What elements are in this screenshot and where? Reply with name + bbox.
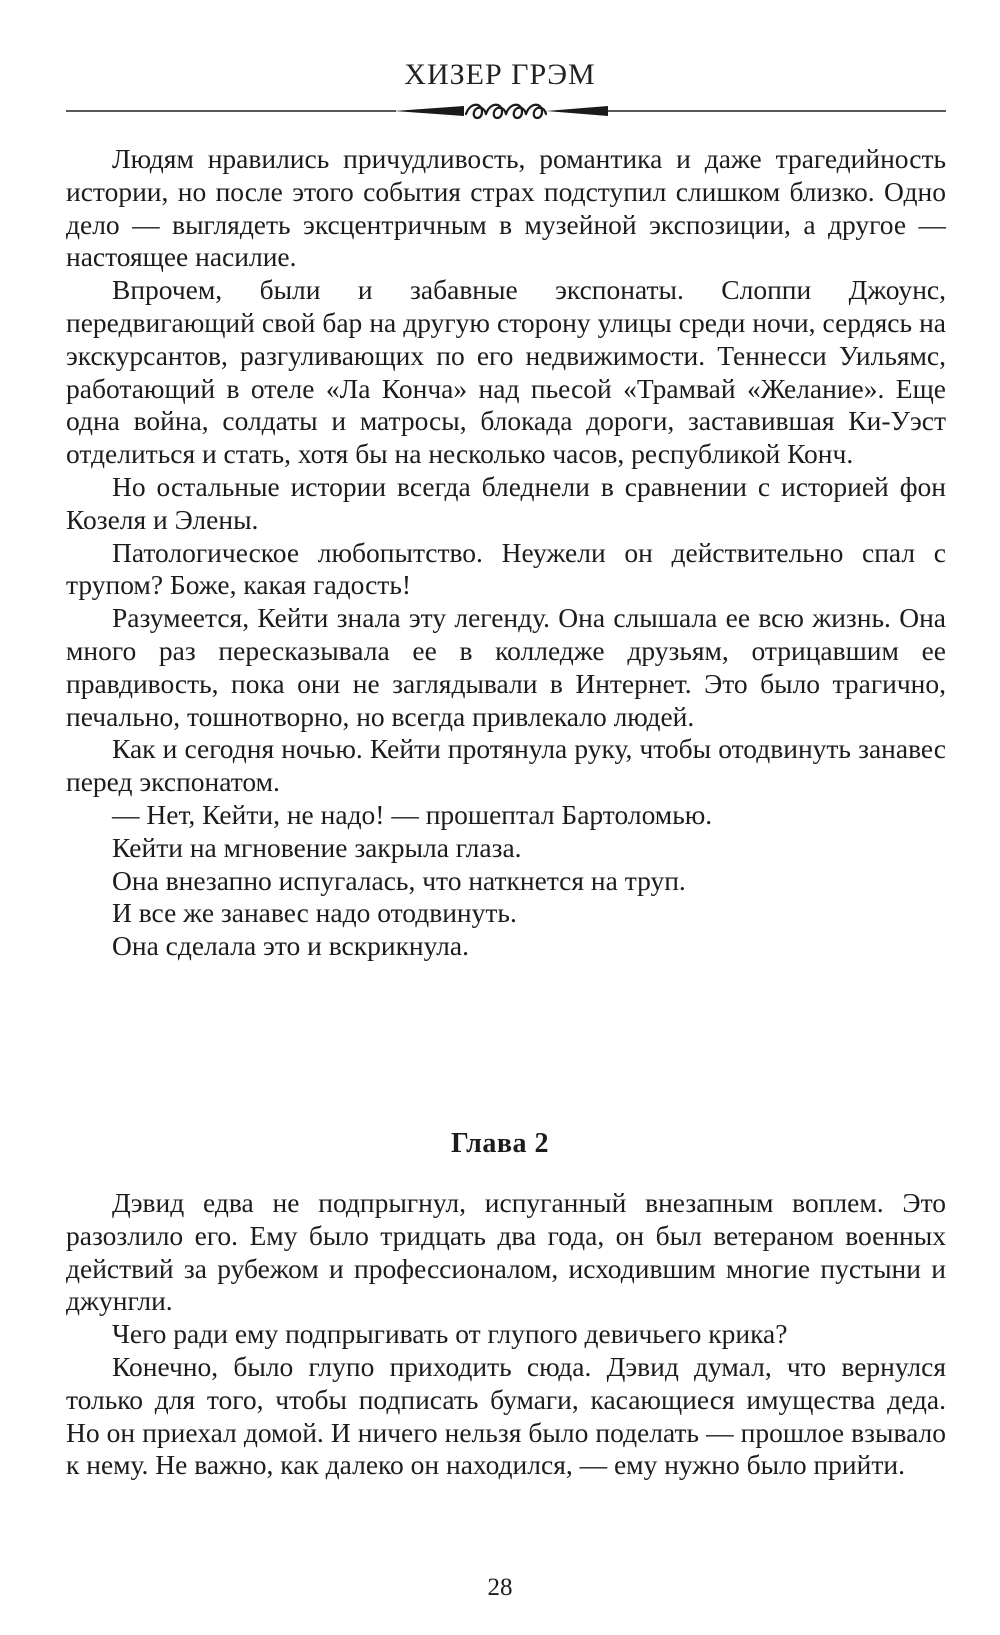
chapter-heading: Глава 2	[451, 1128, 549, 1159]
paragraph: Дэвид едва не подпрыгнул, испуганный внезапным воплем. Это разозлило его. Ему было тридцать два года, он был ветераном военных действий за рубежом и профессионалом, исходившим многие пустыни и джунгли.	[66, 1187, 946, 1317]
paragraph: Но остальные истории всегда бледнели в сравнении с историей фон Козеля и Элены.	[66, 470, 946, 535]
running-head: ХИЗЕР ГРЭМ	[404, 58, 596, 91]
paragraph: — Нет, Кейти, не надо! — прошептал Бартоломью.	[112, 798, 713, 830]
paragraph: Как и сегодня ночью. Кейти протянула руку, чтобы отодвинуть занавес перед экспонатом.	[66, 733, 946, 798]
paragraph: Она внезапно испугалась, что наткнется на труп.	[112, 864, 686, 896]
paragraph: Патологическое любопытство. Неужели он действительно спал с трупом? Боже, какая гадость!	[66, 536, 946, 601]
paragraph: Она сделала это и вскрикнула.	[112, 930, 469, 962]
body-text-section-2	[66, 1187, 946, 1482]
paragraph: Чего ради ему подпрыгивать от глупого девичьего крика?	[112, 1318, 788, 1350]
paragraph: И все же занавес надо отодвинуть.	[112, 897, 517, 929]
body-text-section-1	[66, 143, 946, 963]
flourish-icon	[394, 105, 608, 118]
paragraph: Конечно, было глупо приходить сюда. Дэвид думал, что вернулся только для того, чтобы подписать бумаги, касающиеся имущества деда. Но он приехал домой. И ничего нельзя было поделать — прошлое взывало к нему. Не важно, как далеко он находился, — ему нужно было прийти.	[66, 1350, 946, 1481]
page-number: 28	[487, 1574, 513, 1601]
paragraph: Людям нравились причудливость, романтика и даже трагедийность истории, но после этого события страх подступил слишком близко. Одно дело — выглядеть эксцентричным в музейной экспозиции, а другое — настоящее насилие.	[66, 143, 946, 273]
paragraph: Впрочем, были и забавные экспонаты. Слоппи Джоунс, передвигающий свой бар на другую сторону улицы среди ночи, сердясь на экскурсантов, разгуливающих по его недвижимости. Теннесси Уильямс, работающий в отеле «Ла Конча» над пьесой «Трамвай «Желание». Еще одна война, солдаты и матросы, блокада дороги, заставившая Ки-Уэст отделиться и стать, хотя бы на несколько часов, республикой Конч.	[66, 274, 946, 470]
paragraph: Разумеется, Кейти знала эту легенду. Она слышала ее всю жизнь. Она много раз пересказывала ее в колледже друзьям, отрицавшим ее правдивость, пока они не заглядывали в Интернет. Это было трагично, печально, тошнотворно, но всегда привлекало людей.	[66, 602, 946, 732]
ornamental-rule	[66, 96, 946, 126]
paragraph: Кейти на мгновение закрыла глаза.	[112, 831, 522, 863]
